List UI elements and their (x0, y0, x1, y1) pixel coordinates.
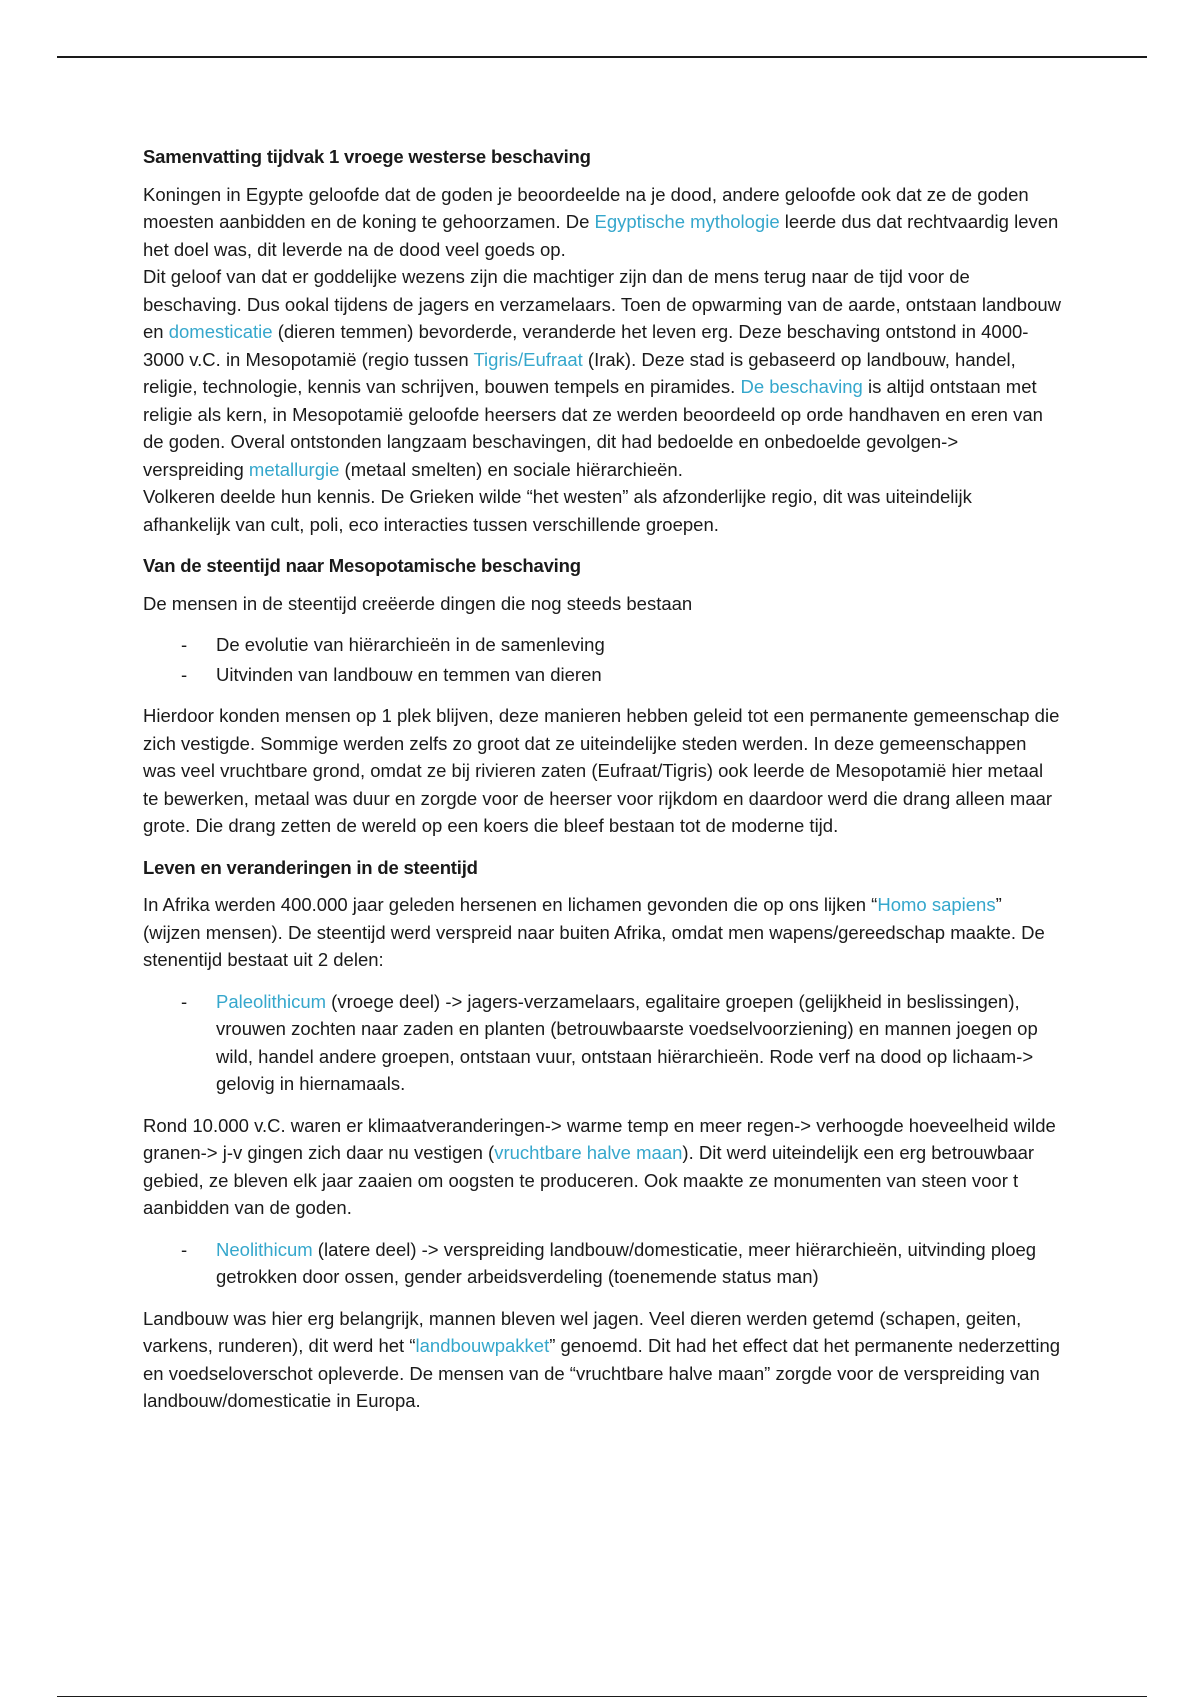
term-vruchtbare-halve-maan: vruchtbare halve maan (494, 1142, 683, 1163)
text: In Afrika werden 400.000 jaar geleden hersenen en lichamen gevonden die op ons lijken “ (143, 894, 878, 915)
bullet-marker: - (181, 663, 188, 685)
list-item-text: (vroege deel) -> jagers-verzamelaars, egalitaire groepen (gelijkheid in beslissingen), vrouwen zochten naar zaden en planten (betrouwbaarste voedselvoorziening) en mannen joegen op wild, handel andere groepen, ontstaan vuur, ontstaan hiërarchieën. Rode verf na dood op lichaam-> gelovig in hiernamaals. (216, 990, 1038, 1094)
paragraph-landbouw (143, 1305, 1063, 1415)
bullet-marker: - (181, 634, 188, 655)
text: (Irak). Deze stad is gebaseerd op landbouw, handel, religie, technologie, kennis van schrijven, bouwen tempels en piramides. (143, 348, 1016, 397)
text: Landbouw was hier erg belangrijk, mannen bleven wel jagen. Veel dieren werden getemd (schapen, geiten, varkens, runderen), dit werd het “ (143, 1307, 1022, 1356)
text: (metaal smelten) en sociale hiërarchieën. (339, 458, 683, 480)
term-domesticatie: domesticatie (168, 321, 273, 342)
paragraph-intro-steentijd: De mensen in de steentijd creëerde dingen die nog steeds bestaan (143, 592, 693, 614)
term-neolithicum: Neolithicum (216, 1238, 313, 1260)
text: ). Dit werd uiteindelijk een erg betrouwbaar gebied, ze bleven elk jaar zaaien om oogsten te produceren. Ook maakte ze monumenten van steen voor t aanbidden van de goden. (143, 1142, 1035, 1218)
bullet-list-steentijd (143, 631, 1063, 688)
text: Dit geloof van dat er goddelijke wezens zijn die machtiger zijn dan de mens terug naar de tijd voor de beschaving. Dus ookal tijdens de jagers en verzamelaars. Toen de opwarming van de aarde, ontstaan landbouw en (143, 266, 1062, 342)
section-heading-3: Leven en veranderingen in de steentijd (143, 856, 478, 878)
text: is altijd ontstaan met religie als kern, in Mesopotamië geloofde heersers dat ze werden beoordeeld op orde handhaven en eren van de goden. Overal ontstonden langzaam beschavingen, dit had bedoelde en onbedoelde gevolgen-> verspreiding (143, 376, 1043, 480)
section-heading-2: Van de steentijd naar Mesopotamische beschaving (143, 555, 581, 576)
paragraph-klimaat (143, 1112, 1063, 1222)
term-paleolithicum: Paleolithicum (216, 990, 327, 1012)
text: Koningen in Egypte geloofde dat de goden je beoordeelde na je dood, andere geloofde ook dat ze de goden moesten aanbidden en de koning te gehoorzamen. De (143, 183, 1029, 232)
text: Rond 10.000 v.C. waren er klimaatveranderingen-> warme temp en meer regen-> verhoogde hoeveelheid wilde granen-> j-v gingen zich daar nu vestigen ( (143, 1114, 1056, 1163)
paragraph-gemeenschap: Hierdoor konden mensen op 1 plek blijven, deze manieren hebben geleid tot een permanente gemeenschap die zich vestigde. Sommige werden zelfs zo groot dat ze uiteindelijke steden werden. In deze gemeenschappen was veel vruchtbare grond, omdat ze bij rivieren zaten (Eufraat/Tigris) ook leerde de Mesopotamië hier metaal te bewerken, metaal was duur en zorgde voor de heerser voor rijkdom en daardoor werd die drang alleen maar grote. Die drang zetten de wereld op een koers die bleef bestaan tot de moderne tijd. (143, 705, 1060, 836)
term-homo-sapiens: Homo sapiens (877, 894, 996, 915)
bullet-marker: - (181, 1238, 188, 1260)
term-tigris-eufraat: Tigris/Eufraat (473, 348, 583, 370)
text: (dieren temmen) bevorderde, veranderde het leven erg. Deze beschaving ontstond in 4000-3000 v.C. in Mesopotamië (regio tussen (143, 321, 1029, 370)
list-item (143, 988, 1063, 1098)
list-item-text: (latere deel) -> verspreiding landbouw/domesticatie, meer hiërarchieën, uitvinding ploeg getrokken door ossen, gender arbeidsverdeling (toenemende status man) (216, 1238, 1037, 1287)
list-item-text: Uitvinden van landbouw en temmen van dieren (216, 663, 602, 685)
text: leerde dus dat rechtvaardig leven het doel was, dit leverde na de dood veel goeds op. (143, 211, 1059, 260)
text: ” (wijzen mensen). De steentijd werd verspreid naar buiten Afrika, omdat men wapens/gereedschap maakte. De stenentijd bestaat uit 2 delen: (143, 894, 1045, 970)
bullet-list-neolithicum (143, 1236, 1063, 1291)
term-metallurgie: metallurgie (248, 458, 340, 480)
list-item (143, 1236, 1063, 1291)
term-landbouwpakket: landbouwpakket (415, 1335, 550, 1356)
term-de-beschaving: De beschaving (740, 376, 863, 397)
text: ” genoemd. Dit had het effect dat het permanente nederzetting en voedseloverschot opleverde. De mensen van de “vruchtbare halve maan” zorgde voor de verspreiding van landbouw/domesticatie in Europa. (143, 1335, 1061, 1411)
top-rule (57, 56, 1147, 58)
document-body (143, 143, 1063, 1429)
list-item (143, 661, 1063, 689)
bottom-rule (57, 1696, 1147, 1697)
paragraph-egypt (143, 181, 1063, 264)
list-item-text: De evolutie van hiërarchieën in de samenleving (216, 634, 605, 655)
paragraph-afrika (143, 891, 1063, 974)
list-item (143, 631, 1063, 659)
paragraph-geloof (143, 263, 1063, 483)
term-egyptische-mythologie: Egyptische mythologie (594, 211, 780, 232)
bullet-list-paleolithicum (143, 988, 1063, 1098)
bullet-marker: - (181, 990, 188, 1012)
paragraph-volkeren: Volkeren deelde hun kennis. De Grieken wilde “het westen” als afzonderlijke regio, dit was uiteindelijk afhankelijk van cult, poli, eco interacties tussen verschillende groepen. (143, 486, 972, 535)
section-heading-1: Samenvatting tijdvak 1 vroege westerse beschaving (143, 146, 591, 167)
